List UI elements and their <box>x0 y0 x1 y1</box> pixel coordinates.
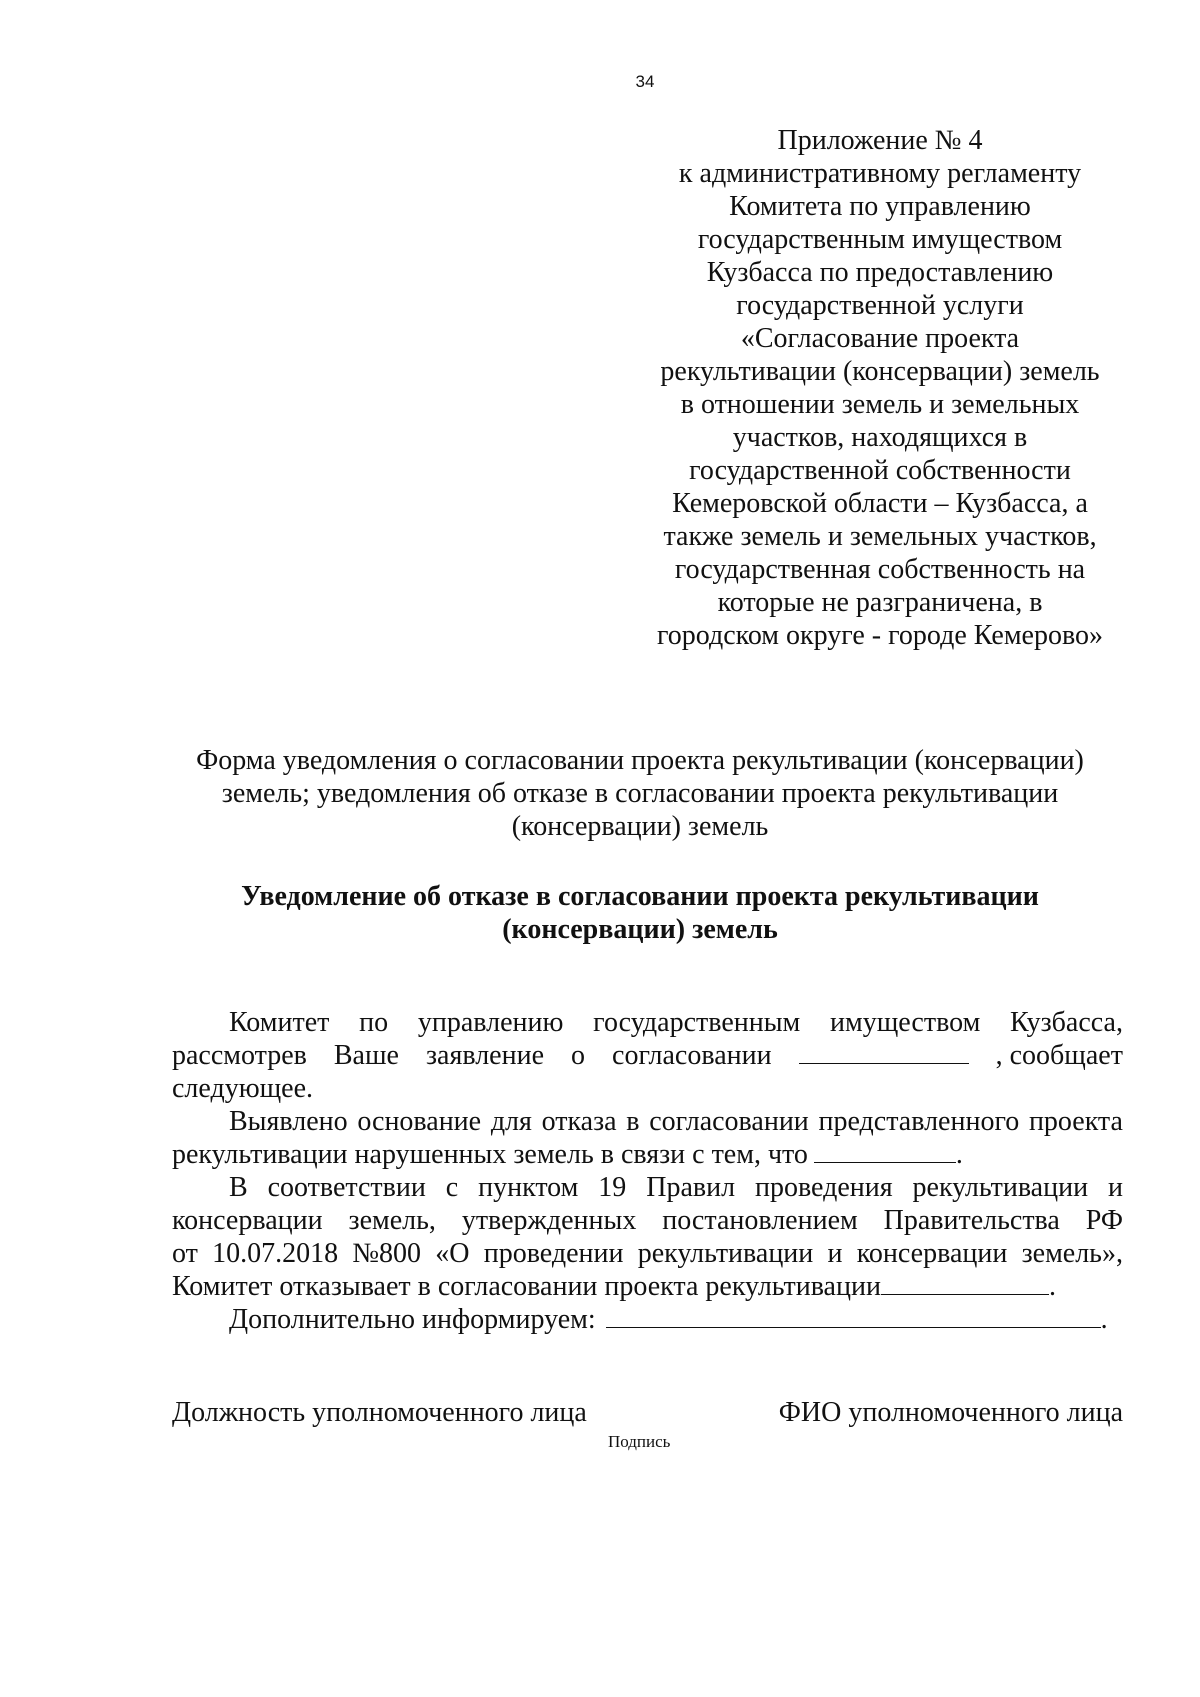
word: согласовании <box>649 1106 809 1137</box>
appendix-line: к административному регламенту <box>678 158 1082 189</box>
appendix-line: также земель и земельных участков, <box>663 521 1097 552</box>
word: в <box>626 1106 640 1137</box>
word: Правительства <box>883 1205 1060 1236</box>
body-line <box>172 1039 1123 1072</box>
word: рекультивации <box>637 1238 814 1269</box>
line-text: Дополнительно информируем: <box>229 1304 596 1335</box>
word: Правил <box>646 1172 736 1203</box>
word: пунктом <box>478 1172 579 1203</box>
body-line <box>172 1105 1123 1138</box>
word: о <box>571 1040 586 1071</box>
appendix-line: в отношении земель и земельных <box>680 389 1080 420</box>
project-blank[interactable] <box>881 1270 1049 1295</box>
word: земель», <box>1021 1238 1123 1269</box>
body-line: следующее. <box>172 1073 314 1104</box>
application-blank[interactable] <box>799 1039 969 1064</box>
form-title-line: (консервации) земель <box>511 811 769 842</box>
word: Кузбасса, <box>1010 1007 1123 1038</box>
body-line <box>172 1006 1123 1039</box>
notice-title-line: (консервации) земель <box>502 914 778 945</box>
word: постановлением <box>662 1205 858 1236</box>
body-line <box>172 1138 1123 1171</box>
appendix-line: государственной услуги <box>736 290 1024 321</box>
notice-title <box>150 880 1130 946</box>
word: проведения <box>754 1172 893 1203</box>
line-text: рекультивации нарушенных земель в связи с тем, что <box>172 1139 808 1170</box>
word: рекультивации <box>912 1172 1089 1203</box>
word: Комитет <box>229 1007 330 1038</box>
appendix-line: рекультивации (консервации) земель <box>660 356 1100 387</box>
word: заявление <box>425 1040 544 1071</box>
body-line <box>172 1204 1123 1237</box>
body-line <box>172 1237 1123 1270</box>
word: РФ <box>1085 1205 1123 1236</box>
body-line <box>172 1303 1123 1336</box>
word: государственным <box>593 1007 801 1038</box>
word: соответствии <box>267 1172 426 1203</box>
form-title-line: земель; уведомления об отказе в согласовании проекта рекультивации <box>221 778 1059 809</box>
appendix-line: государственная собственность на <box>674 554 1086 585</box>
appendix-line: «Согласование проекта <box>740 323 1020 354</box>
word: представленного <box>818 1106 1020 1137</box>
form-title-line: Форма уведомления о согласовании проекта рекультивации (консервации) <box>196 745 1084 776</box>
word: , сообщает <box>995 1040 1123 1071</box>
notice-title-line: Уведомление об отказе в согласовании проекта рекультивации <box>241 881 1039 912</box>
appendix-line: Кузбасса по предоставлению <box>706 257 1054 288</box>
appendix-line: Приложение № 4 <box>777 125 983 156</box>
additional-info-blank[interactable] <box>606 1303 1101 1328</box>
word: от <box>172 1238 198 1269</box>
word: проведении <box>483 1238 624 1269</box>
appendix-line: участков, находящихся в <box>732 422 1028 453</box>
appendix-line: государственным имуществом <box>697 224 1063 255</box>
word: управлению <box>417 1007 564 1038</box>
word: консервации <box>856 1238 1008 1269</box>
word: консервации <box>172 1205 323 1236</box>
word: Выявлено <box>229 1106 348 1137</box>
word: проекта <box>1028 1106 1123 1137</box>
name-label: ФИО уполномоченного лица <box>778 1397 1123 1428</box>
word: для <box>490 1106 532 1137</box>
word: земель, <box>348 1205 436 1236</box>
position-label: Должность уполномоченного лица <box>172 1397 587 1428</box>
word: имуществом <box>830 1007 981 1038</box>
signature-caption: Подпись <box>608 1432 671 1451</box>
word: и <box>827 1238 843 1269</box>
word: по <box>359 1007 389 1038</box>
appendix-line: государственной собственности <box>689 455 1071 486</box>
line-end: . <box>955 1139 963 1170</box>
word: «О <box>435 1238 470 1269</box>
word: основание <box>357 1106 482 1137</box>
line-end: . <box>1100 1304 1108 1335</box>
word: с <box>445 1172 459 1203</box>
appendix-line: Комитета по управлению <box>729 191 1031 222</box>
body-line <box>172 1171 1123 1204</box>
word: согласовании <box>612 1040 772 1071</box>
word: Ваше <box>333 1040 399 1071</box>
word: отказа <box>541 1106 617 1137</box>
line-end: . <box>1048 1271 1056 1302</box>
word: рассмотрев <box>172 1040 307 1071</box>
appendix-line: городском округе - городе Кемерово» <box>657 620 1103 651</box>
notice-body <box>172 1006 1123 1336</box>
appendix-line: Кемеровской области – Кузбасса, а <box>672 488 1088 519</box>
word: и <box>1107 1172 1123 1203</box>
form-title <box>150 744 1130 843</box>
reason-blank[interactable] <box>814 1138 956 1163</box>
appendix-header <box>640 124 1120 652</box>
word: утвержденных <box>461 1205 637 1236</box>
word: 19 <box>598 1172 627 1203</box>
word: В <box>229 1172 248 1203</box>
body-line <box>172 1270 1123 1303</box>
word: №800 <box>352 1238 422 1269</box>
line-text: Комитет отказывает в согласовании проекта рекультивации <box>172 1271 881 1302</box>
appendix-line: которые не разграничена, в <box>717 587 1043 618</box>
page-number: 34 <box>635 72 655 91</box>
word: 10.07.2018 <box>212 1238 339 1269</box>
